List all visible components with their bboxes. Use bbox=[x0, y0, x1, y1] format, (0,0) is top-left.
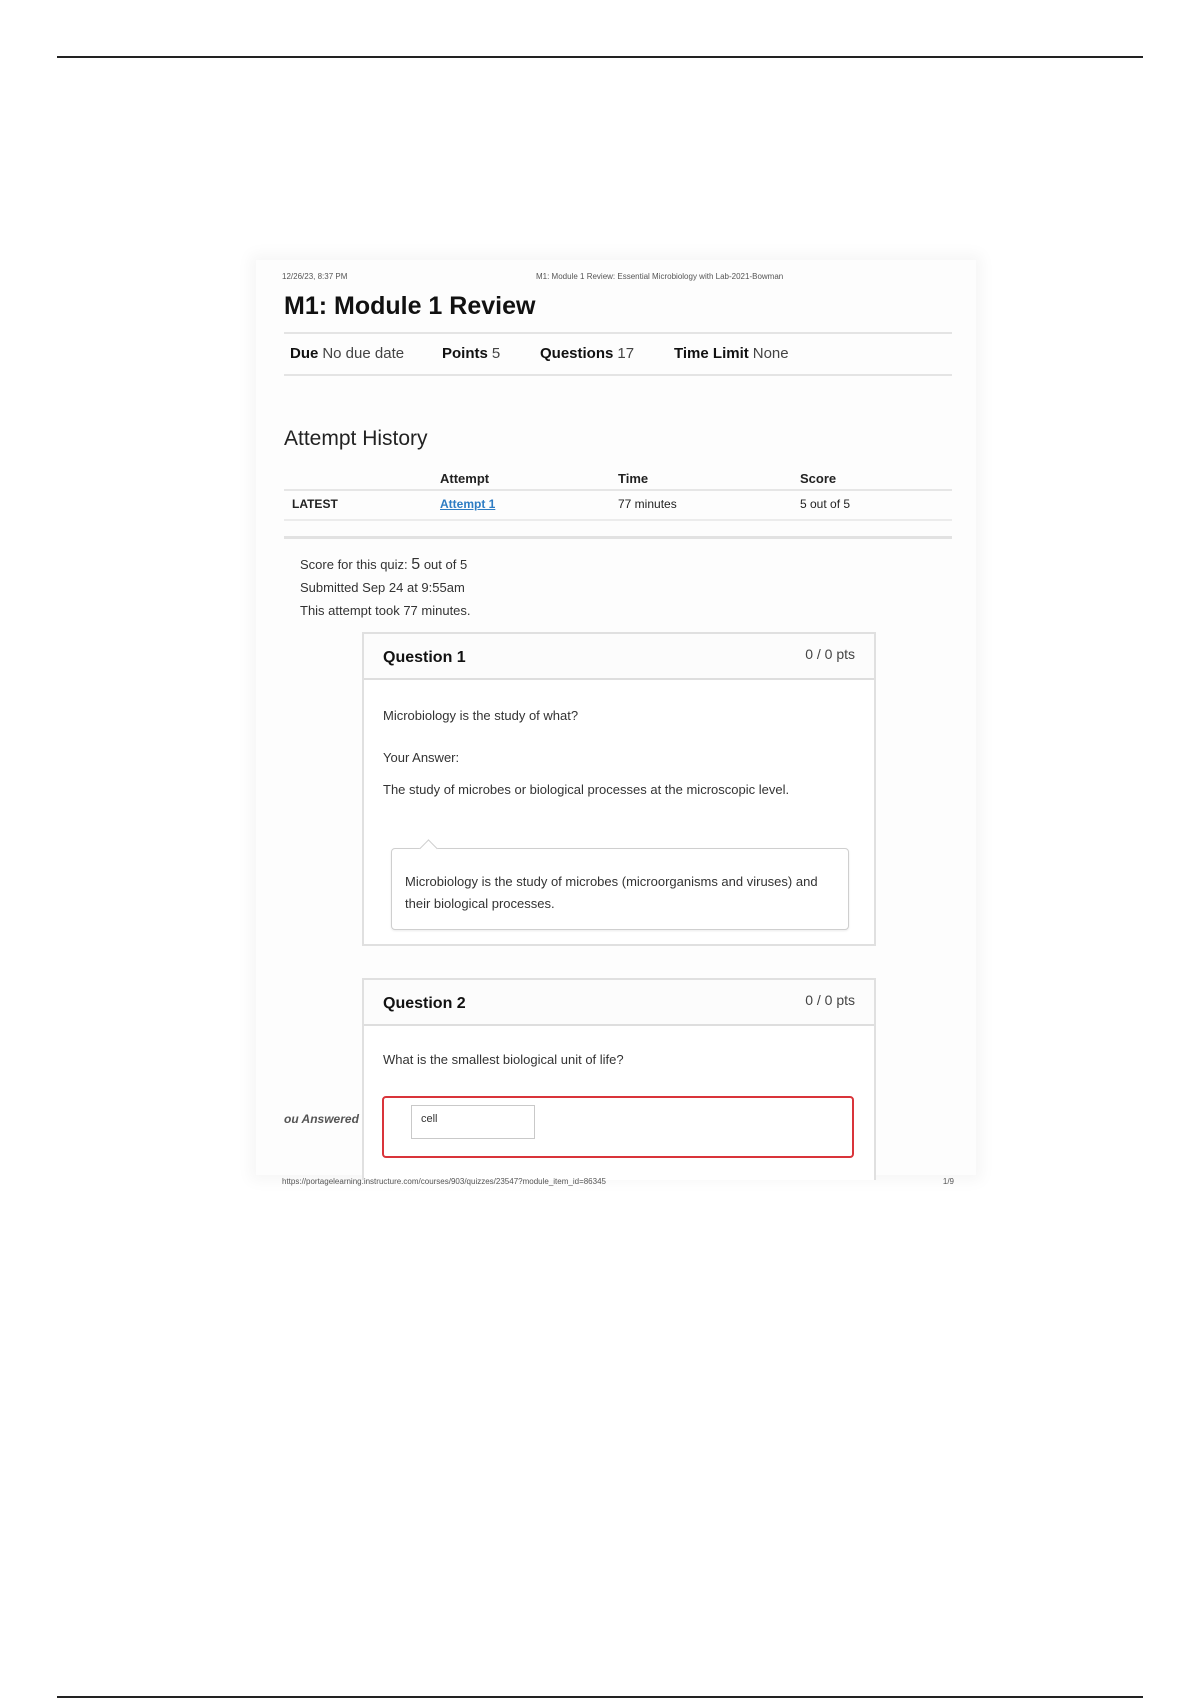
question-card-1 bbox=[362, 632, 876, 946]
question-title: Question 2 bbox=[383, 995, 466, 1012]
print-page-number: 1/9 bbox=[942, 1177, 954, 1186]
attempt-history-table bbox=[284, 465, 952, 521]
page-bottom-rule bbox=[57, 1696, 1143, 1698]
meta-points-value: 5 bbox=[491, 345, 501, 362]
question-header bbox=[364, 980, 874, 1026]
page-title: M1: Module 1 Review bbox=[284, 292, 536, 320]
print-header bbox=[282, 272, 954, 286]
page-top-rule bbox=[57, 56, 1143, 58]
meta-due-value: No due date bbox=[322, 345, 405, 362]
score-line bbox=[300, 553, 471, 576]
meta-time-limit-value: None bbox=[752, 345, 789, 362]
table-row bbox=[284, 491, 952, 521]
score-total: out of 5 bbox=[423, 557, 468, 572]
quiz-meta-bar bbox=[284, 332, 952, 376]
your-answer-label: Your Answer: bbox=[383, 750, 460, 765]
answer-frame bbox=[382, 1096, 854, 1158]
table-header bbox=[284, 465, 952, 491]
meta-points-label: Points bbox=[442, 345, 488, 362]
question-points: 0 / 0 pts bbox=[805, 646, 855, 662]
column-header-time: Time bbox=[618, 471, 649, 486]
meta-due bbox=[290, 345, 404, 362]
attempt-time: 77 minutes bbox=[618, 497, 677, 511]
answer-comment bbox=[391, 848, 849, 930]
question-header bbox=[364, 634, 874, 680]
meta-questions-value: 17 bbox=[617, 345, 635, 362]
question-prompt: What is the smallest biological unit of life? bbox=[383, 1052, 624, 1067]
print-doc-title: M1: Module 1 Review: Essential Microbiology with Lab-2021-Bowman bbox=[536, 272, 784, 281]
quiz-summary bbox=[300, 553, 471, 622]
attempt-history-title: Attempt History bbox=[284, 427, 428, 450]
print-date: 12/26/23, 8:37 PM bbox=[282, 272, 348, 281]
latest-tag: LATEST bbox=[292, 497, 338, 511]
answer-text: The study of microbes or biological processes at the microscopic level. bbox=[383, 782, 790, 797]
printed-quiz-page bbox=[256, 260, 976, 1186]
question-points: 0 / 0 pts bbox=[805, 992, 855, 1008]
meta-points bbox=[442, 345, 500, 362]
column-header-score: Score bbox=[800, 471, 837, 486]
you-answered-label: ou Answered bbox=[284, 1112, 359, 1126]
question-prompt: Microbiology is the study of what? bbox=[383, 708, 579, 723]
meta-time-limit-label: Time Limit bbox=[674, 345, 749, 362]
question-card-2 bbox=[362, 978, 876, 1180]
submitted-text: Submitted Sep 24 at 9:55am bbox=[300, 580, 465, 595]
answer-value: cell bbox=[421, 1113, 438, 1125]
answer-field[interactable] bbox=[411, 1105, 535, 1139]
score-value: 5 bbox=[411, 556, 421, 573]
attempt-score: 5 out of 5 bbox=[800, 497, 851, 511]
attempt-link[interactable]: Attempt 1 bbox=[440, 497, 496, 511]
meta-questions-label: Questions bbox=[540, 345, 614, 362]
meta-time-limit bbox=[674, 345, 789, 362]
divider bbox=[284, 536, 952, 539]
question-title: Question 1 bbox=[383, 649, 466, 666]
print-url: https://portagelearning.instructure.com/courses/903/quizzes/23547?module_item_id=86345 bbox=[282, 1177, 606, 1186]
comment-pointer bbox=[419, 839, 437, 857]
duration-text: This attempt took 77 minutes. bbox=[300, 603, 471, 618]
meta-questions bbox=[540, 345, 634, 362]
column-header-attempt: Attempt bbox=[440, 471, 490, 486]
comment-text: Microbiology is the study of microbes (microorganisms and viruses) and their biological processes. bbox=[405, 874, 818, 911]
meta-due-label: Due bbox=[290, 345, 319, 362]
score-label: Score for this quiz: bbox=[300, 557, 408, 572]
